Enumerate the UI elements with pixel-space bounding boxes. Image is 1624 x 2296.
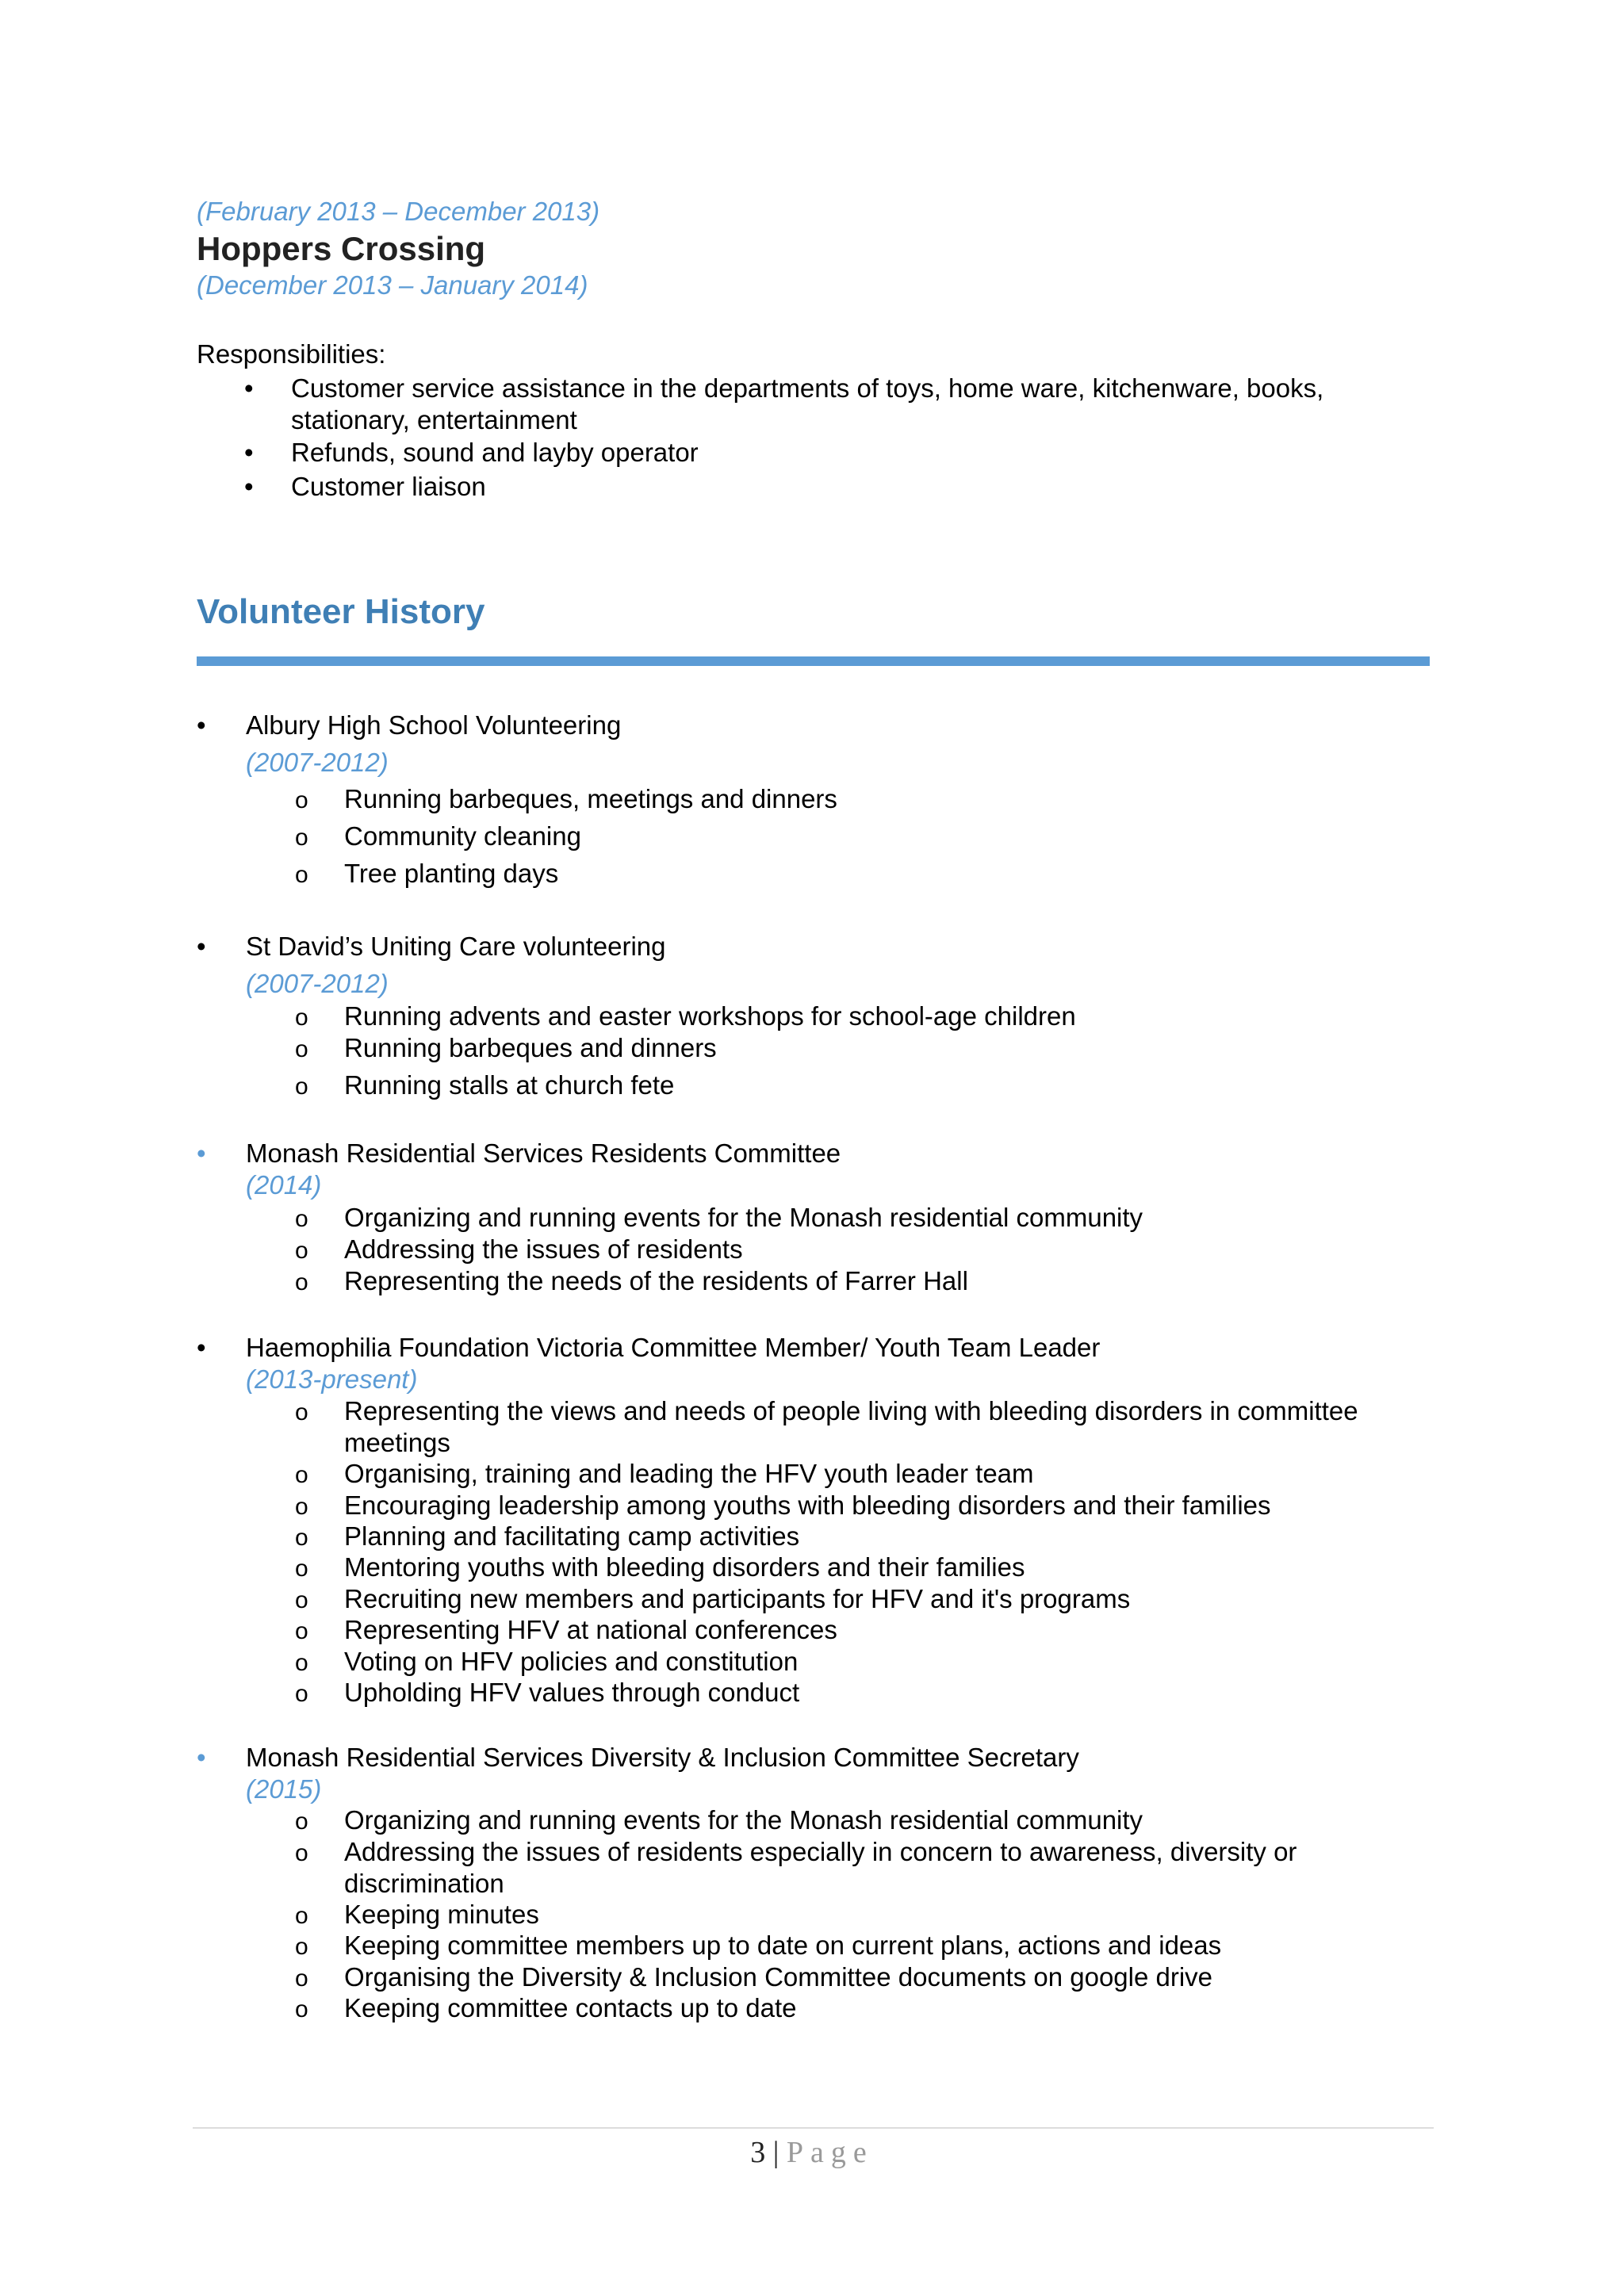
entry-item: meetings <box>344 1428 450 1457</box>
circle-bullet-icon: o <box>295 1587 308 1613</box>
section-title: Volunteer History <box>197 592 485 631</box>
circle-bullet-icon: o <box>295 1269 308 1295</box>
circle-bullet-icon: o <box>295 1681 308 1707</box>
entry-date: (2007-2012) <box>246 969 389 998</box>
entry-item: Keeping committee contacts up to date <box>344 1993 797 2022</box>
circle-bullet-icon: o <box>295 1494 308 1520</box>
entry-item: Voting on HFV policies and constitution <box>344 1647 799 1676</box>
entry-name: Monash Residential Services Diversity & Inclusion Committee Secretary <box>246 1743 1079 1772</box>
entry-item: Addressing the issues of residents especially in concern to awareness, diversity or <box>344 1837 1297 1866</box>
circle-bullet-icon: o <box>295 1206 308 1232</box>
entry-item: Upholding HFV values through conduct <box>344 1678 800 1707</box>
entry-item: Organising the Diversity & Inclusion Committee documents on google drive <box>344 1962 1213 1992</box>
circle-bullet-icon: o <box>295 1556 308 1582</box>
entry-item: Running barbeques, meetings and dinners <box>344 784 837 813</box>
entry-item: Representing the needs of the residents of Farrer Hall <box>344 1266 968 1295</box>
entry-date: (2014) <box>246 1170 322 1200</box>
circle-bullet-icon: o <box>295 1073 308 1100</box>
entry-item: Tree planting days <box>344 859 559 888</box>
section-divider <box>197 656 1430 666</box>
circle-bullet-icon: o <box>295 1618 308 1644</box>
entry-date: (2015) <box>246 1774 322 1804</box>
circle-bullet-icon: o <box>295 1903 308 1929</box>
entry-item: Community cleaning <box>344 821 581 851</box>
entry-item: Recruiting new members and participants for HFV and it's programs <box>344 1584 1131 1613</box>
entry-item: Planning and facilitating camp activities <box>344 1521 800 1551</box>
entry-name: Haemophilia Foundation Victoria Committee Member/ Youth Team Leader <box>246 1333 1101 1362</box>
bullet-icon: • <box>197 1743 206 1772</box>
circle-bullet-icon: o <box>295 1462 308 1488</box>
entry-name: Monash Residential Services Residents Committee <box>246 1138 841 1168</box>
bullet-icon: • <box>244 472 254 501</box>
circle-bullet-icon: o <box>295 1965 308 1992</box>
entry-item: discrimination <box>344 1869 504 1898</box>
page-footer <box>0 2133 1624 2172</box>
entry-item: Running barbeques and dinners <box>344 1033 717 1062</box>
entry-item: Running stalls at church fete <box>344 1070 675 1100</box>
entry-date: (2007-2012) <box>246 748 389 777</box>
responsibility-item: Customer service assistance in the departments of toys, home ware, kitchenware, books, <box>291 373 1324 403</box>
circle-bullet-icon: o <box>295 1934 308 1960</box>
entry-item: Representing the views and needs of people living with bleeding disorders in committee <box>344 1396 1358 1425</box>
entry-item: Organizing and running events for the Monash residential community <box>344 1203 1143 1232</box>
bullet-icon: • <box>197 932 206 961</box>
page-number: 3 <box>750 2136 766 2169</box>
circle-bullet-icon: o <box>295 1004 308 1031</box>
entry-item: Keeping committee members up to date on current plans, actions and ideas <box>344 1931 1222 1960</box>
circle-bullet-icon: o <box>295 1808 308 1835</box>
circle-bullet-icon: o <box>295 1840 308 1866</box>
circle-bullet-icon: o <box>295 1525 308 1551</box>
circle-bullet-icon: o <box>295 1238 308 1264</box>
entry-item: Keeping minutes <box>344 1900 539 1929</box>
entry-name: Albury High School Volunteering <box>246 710 622 740</box>
responsibility-item: stationary, entertainment <box>291 405 577 434</box>
circle-bullet-icon: o <box>295 825 308 851</box>
circle-bullet-icon: o <box>295 1650 308 1676</box>
location-heading: Hoppers Crossing <box>197 230 486 267</box>
circle-bullet-icon: o <box>295 1036 308 1062</box>
responsibility-item: Refunds, sound and layby operator <box>291 438 699 467</box>
date-range: (December 2013 – January 2014) <box>197 270 588 300</box>
footer-separator: | <box>772 2136 779 2169</box>
circle-bullet-icon: o <box>295 1996 308 2022</box>
responsibilities-label: Responsibilities: <box>197 339 386 369</box>
footer-divider <box>193 2127 1434 2129</box>
circle-bullet-icon: o <box>295 1399 308 1425</box>
circle-bullet-icon: o <box>295 787 308 813</box>
bullet-icon: • <box>197 710 206 740</box>
entry-item: Organizing and running events for the Monash residential community <box>344 1805 1143 1835</box>
entry-name: St David’s Uniting Care volunteering <box>246 932 666 961</box>
entry-date: (2013-present) <box>246 1364 418 1394</box>
bullet-icon: • <box>244 373 254 403</box>
responsibility-item: Customer liaison <box>291 472 486 501</box>
bullet-icon: • <box>197 1333 206 1362</box>
page-label: Page <box>786 2136 874 2169</box>
entry-item: Organising, training and leading the HFV youth leader team <box>344 1459 1034 1488</box>
bullet-icon: • <box>244 438 254 467</box>
circle-bullet-icon: o <box>295 862 308 888</box>
entry-item: Addressing the issues of residents <box>344 1234 743 1264</box>
bullet-icon: • <box>197 1138 206 1168</box>
entry-item: Representing HFV at national conferences <box>344 1615 837 1644</box>
date-range: (February 2013 – December 2013) <box>197 197 600 226</box>
entry-item: Mentoring youths with bleeding disorders and their families <box>344 1552 1025 1582</box>
entry-item: Running advents and easter workshops for school-age children <box>344 1001 1076 1031</box>
entry-item: Encouraging leadership among youths with bleeding disorders and their families <box>344 1490 1271 1520</box>
